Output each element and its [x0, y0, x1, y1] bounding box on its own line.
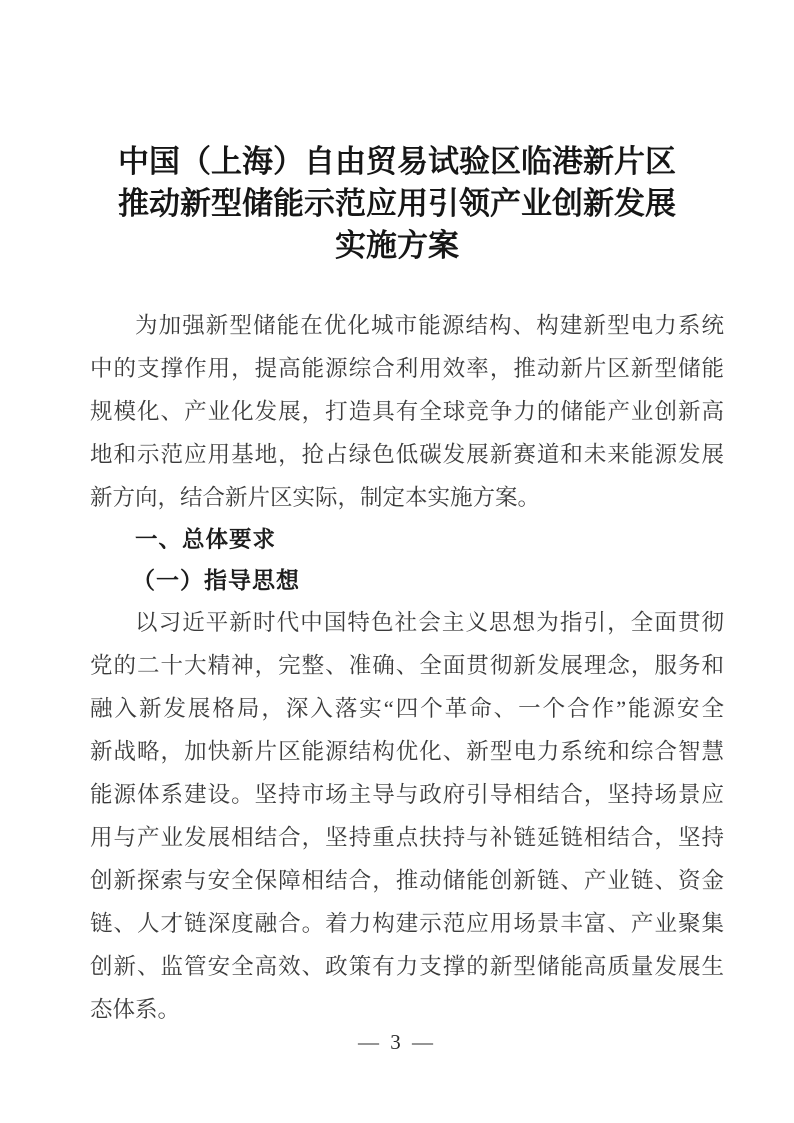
paragraph-line: 融入新发展格局，深入落实“四个革命、一个合作”能源安全 — [90, 696, 724, 721]
paragraph-line: 新战略，加快新片区能源结构优化、新型电力系统和综合智慧 — [90, 739, 724, 764]
paragraph-line: 用与产业发展相结合，坚持重点扶持与补链延链相结合，坚持 — [90, 825, 724, 850]
paragraph-line: 中的支撑作用，提高能源综合利用效率，推动新片区新型储能 — [90, 356, 724, 381]
document-title — [64, 141, 730, 267]
paragraph-line: 党的二十大精神，完整、准确、全面贯彻新发展理念，服务和 — [90, 653, 724, 678]
paragraph-line: 创新、监管安全高效、政策有力支撑的新型储能高质量发展生 — [90, 954, 724, 979]
section-heading: 一、总体要求 — [135, 527, 277, 552]
paragraph-line: 地和示范应用基地，抢占绿色低碳发展新赛道和未来能源发展 — [90, 442, 724, 467]
intro-paragraph — [90, 304, 724, 519]
paragraph-line: 能源体系建设。坚持市场主导与政府引导相结合，坚持场景应 — [90, 782, 724, 807]
guiding-paragraph — [90, 601, 724, 1031]
paragraph-line: 态体系。 — [90, 997, 181, 1022]
paragraph-line: 创新探索与安全保障相结合，推动储能创新链、产业链、资金 — [90, 868, 724, 893]
page-number: — 3 — — [358, 1030, 436, 1054]
document-body — [90, 304, 724, 1031]
paragraph-line: 为加强新型储能在优化城市能源结构、构建新型电力系统 — [135, 313, 724, 338]
paragraph-line: 新方向，结合新片区实际，制定本实施方案。 — [90, 485, 541, 510]
document-title-line: 实施方案 — [335, 228, 459, 263]
paragraph-line: 规模化、产业化发展，打造具有全球竞争力的储能产业创新高 — [90, 399, 724, 424]
document-title-line: 推动新型储能示范应用引领产业创新发展 — [118, 186, 676, 221]
paragraph-line: 以习近平新时代中国特色社会主义思想为指引，全面贯彻 — [135, 610, 724, 635]
paragraph-line: 链、人才链深度融合。着力构建示范应用场景丰富、产业聚集 — [90, 911, 724, 936]
document-title-line: 中国（上海）自由贸易试验区临港新片区 — [118, 144, 676, 179]
subsection-heading: （一）指导思想 — [132, 568, 300, 593]
